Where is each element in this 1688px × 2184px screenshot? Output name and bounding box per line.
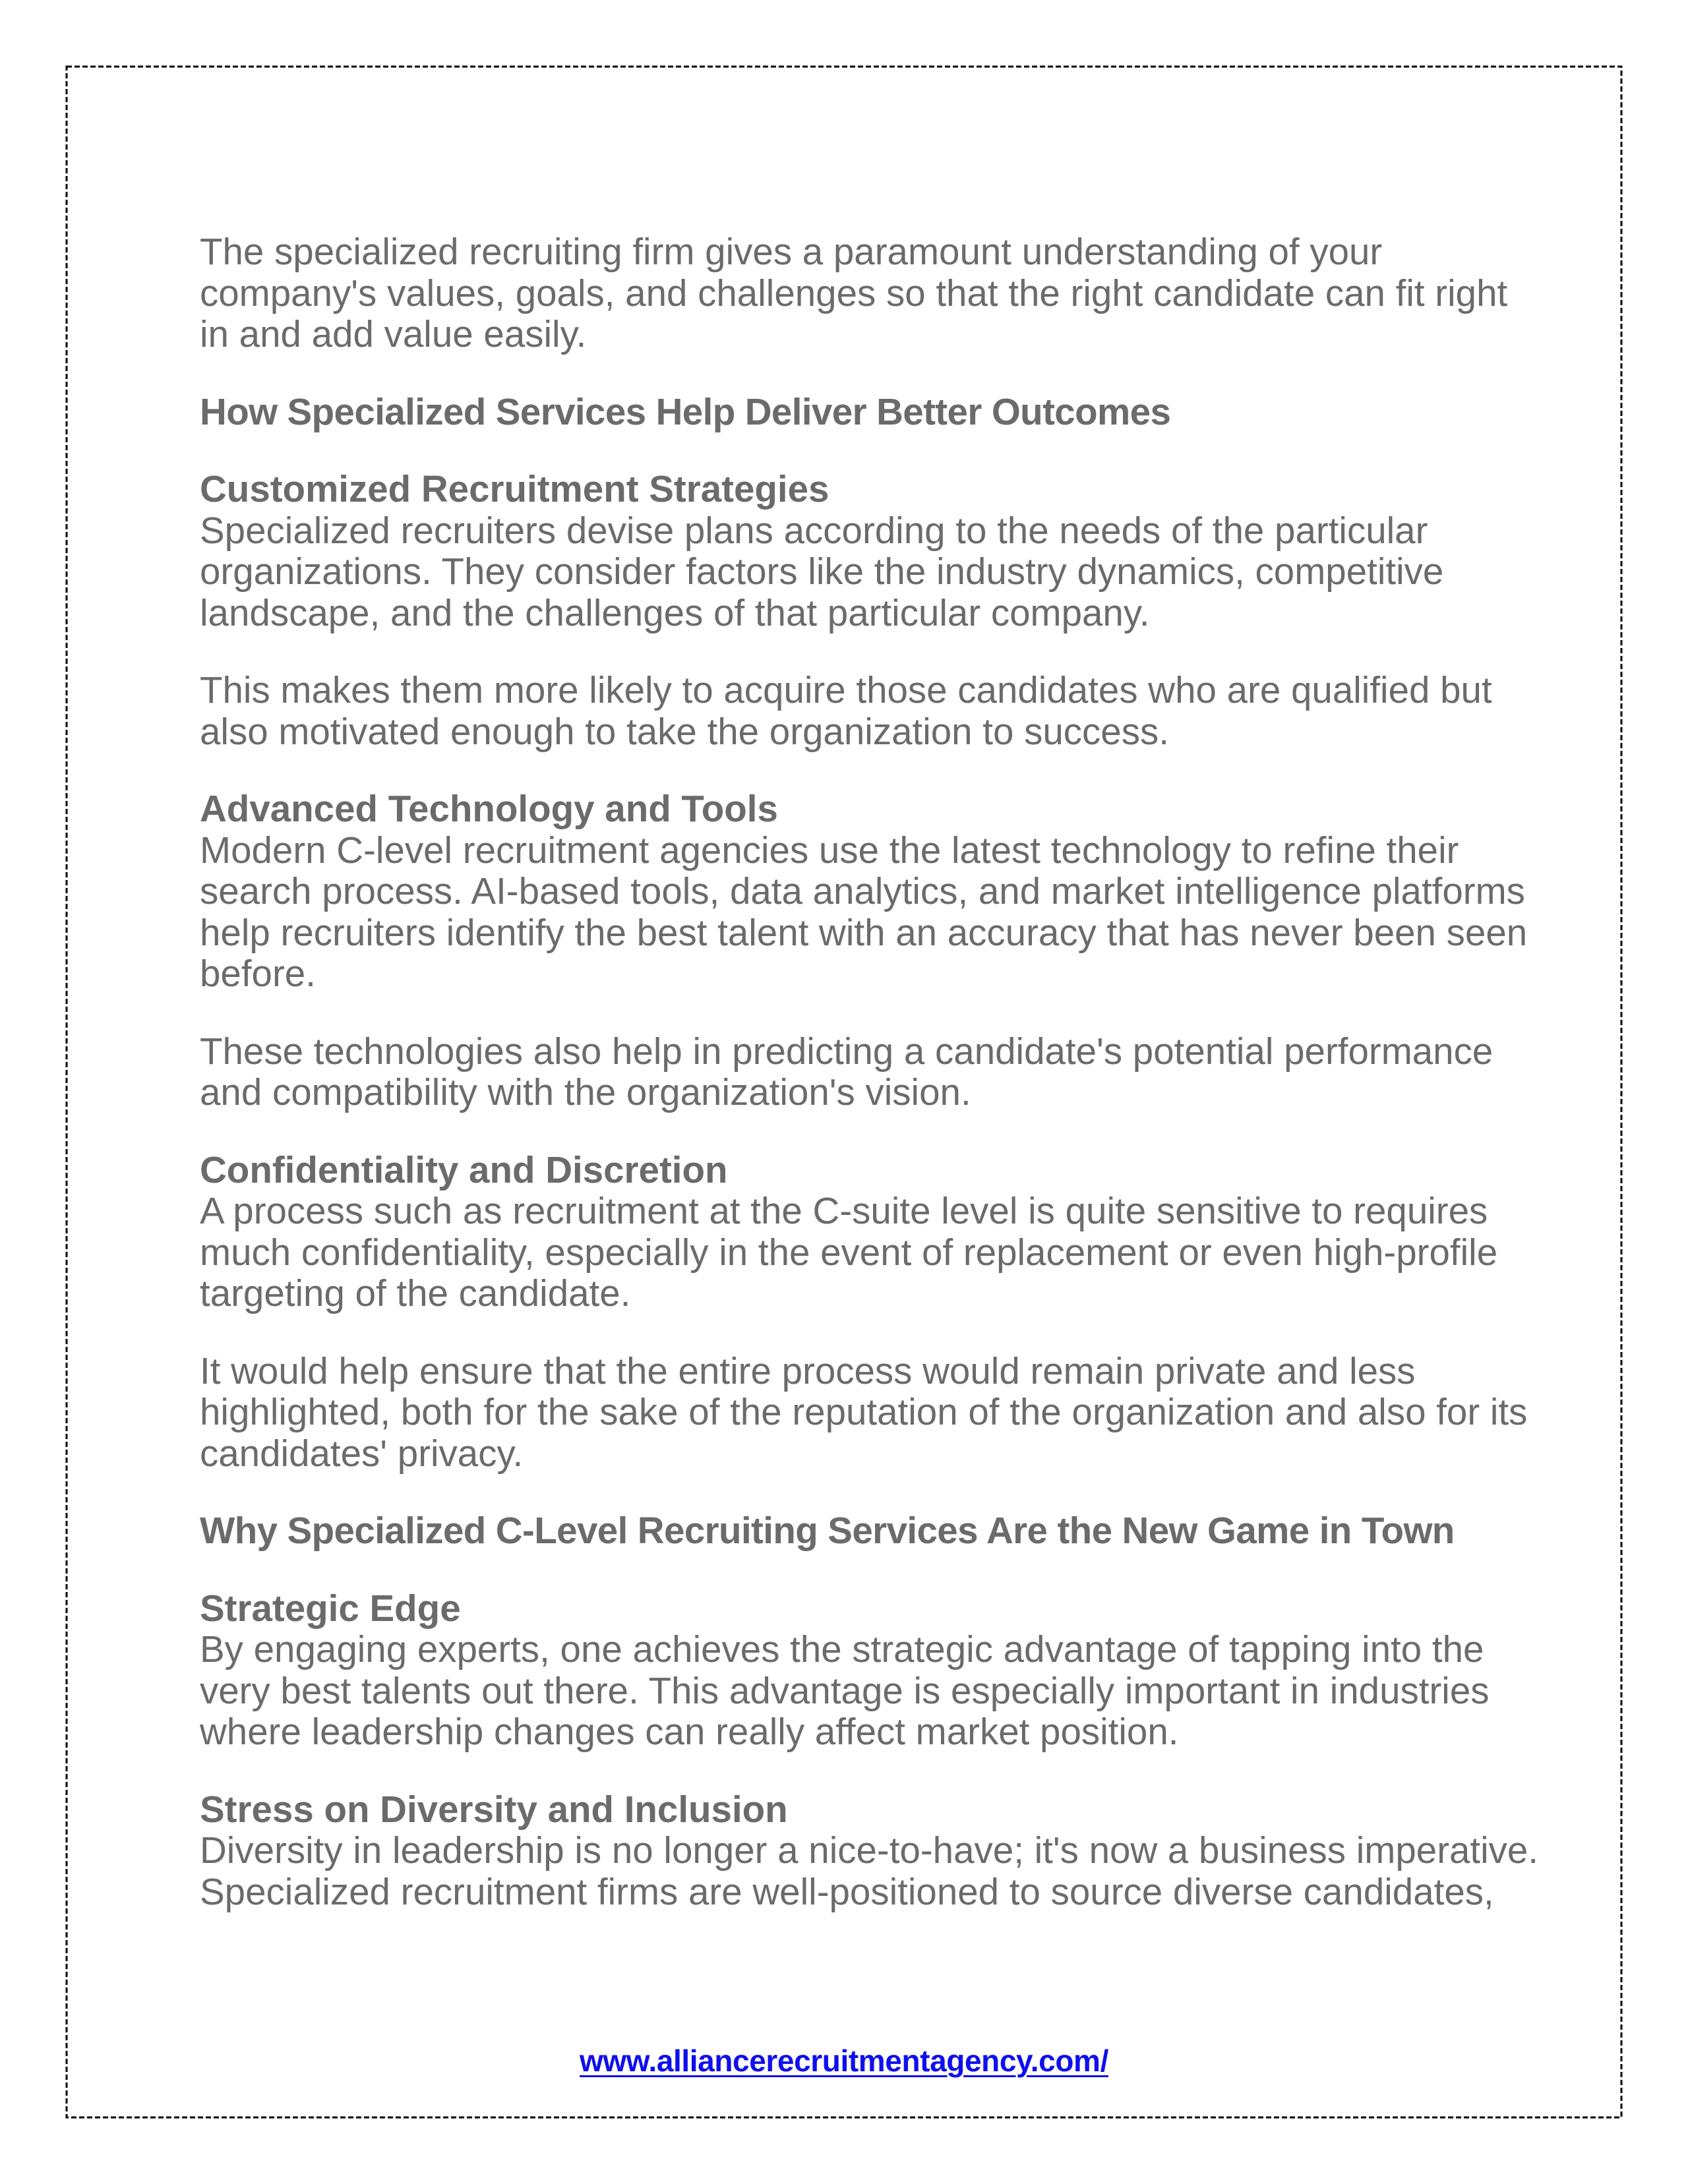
document-body [200,231,1539,1949]
subsection-title: Confidentiality and Discretion [200,1148,728,1191]
text-line: Specialized recruiters devise plans according to the needs of the particular [200,509,1428,551]
text-line: landscape, and the challenges of that particular company. [200,591,1150,634]
text-line: where leadership changes can really affect market position. [200,1711,1179,1752]
subsection-title: Customized Recruitment Strategies [200,468,829,510]
text-line: organizations. They consider factors like the industry dynamics, competitive [200,550,1444,592]
text-line: help recruiters identify the best talent with an accuracy that has never been seen [200,911,1528,953]
heading-text: Why Specialized C-Level Recruiting Services Are the New Game in Town [200,1510,1455,1551]
paragraph-privacy [200,1349,1528,1475]
section-heading-new-game [200,1510,1519,1552]
text-line: very best talents out there. This advantage is especially important in industries [200,1669,1490,1711]
subsection-strategic-edge [200,1588,1519,1753]
text-line: targeting of the candidate. [200,1272,631,1314]
heading-text: How Specialized Services Help Deliver Better Outcomes [200,390,1171,432]
text-line: Diversity in leadership is no longer a nice-to-have; it's now a business imperative. [200,1829,1539,1871]
paragraph-qualified-candidates [200,670,1519,752]
text-line: These technologies also help in predicting a candidate's potential performance [200,1030,1493,1072]
text-line: A process such as recruitment at the C-suite level is quite sensitive to requires [200,1190,1488,1231]
footer [0,2041,1688,2081]
text-line: also motivated enough to take the organization to success. [200,710,1169,752]
subsection-diversity-inclusion [200,1788,1539,1913]
subsection-customized-strategies [200,469,1519,634]
text-line: It would help ensure that the entire process would remain private and less [200,1349,1416,1392]
subsection-title: Strategic Edge [200,1587,461,1629]
text-line: Modern C-level recruitment agencies use the latest technology to refine their [200,829,1459,871]
text-line: before. [200,953,316,994]
text-line: Specialized recruitment firms are well-positioned to source diverse candidates, [200,1870,1494,1912]
text-line: much confidentiality, especially in the event of replacement or even high-profile [200,1231,1498,1273]
text-line: and compatibility with the organization's vision. [200,1071,971,1113]
intro-paragraph [200,231,1519,355]
section-heading-better-outcomes [200,392,1519,433]
text-line: in and add value easily. [200,313,587,355]
paragraph-predicting-performance [200,1031,1519,1113]
text-line: The specialized recruiting firm gives a paramount understanding of your [200,231,1383,272]
subsection-title: Stress on Diversity and Inclusion [200,1788,788,1830]
text-line: company's values, goals, and challenges so that the right candidate can fit right [200,272,1508,314]
subsection-advanced-technology [200,788,1528,995]
subsection-confidentiality [200,1150,1519,1314]
website-link[interactable]: www.alliancerecruitmentagency.com/ [580,2044,1108,2078]
text-line: search process. AI-based tools, data analytics, and market intelligence platforms [200,870,1525,912]
text-line: By engaging experts, one achieves the strategic advantage of tapping into the [200,1628,1484,1670]
text-line: This makes them more likely to acquire those candidates who are qualified but [200,669,1492,711]
text-line: candidates' privacy. [200,1432,524,1474]
subsection-title: Advanced Technology and Tools [200,788,778,829]
text-line: highlighted, both for the sake of the reputation of the organization and also for its [200,1391,1528,1432]
